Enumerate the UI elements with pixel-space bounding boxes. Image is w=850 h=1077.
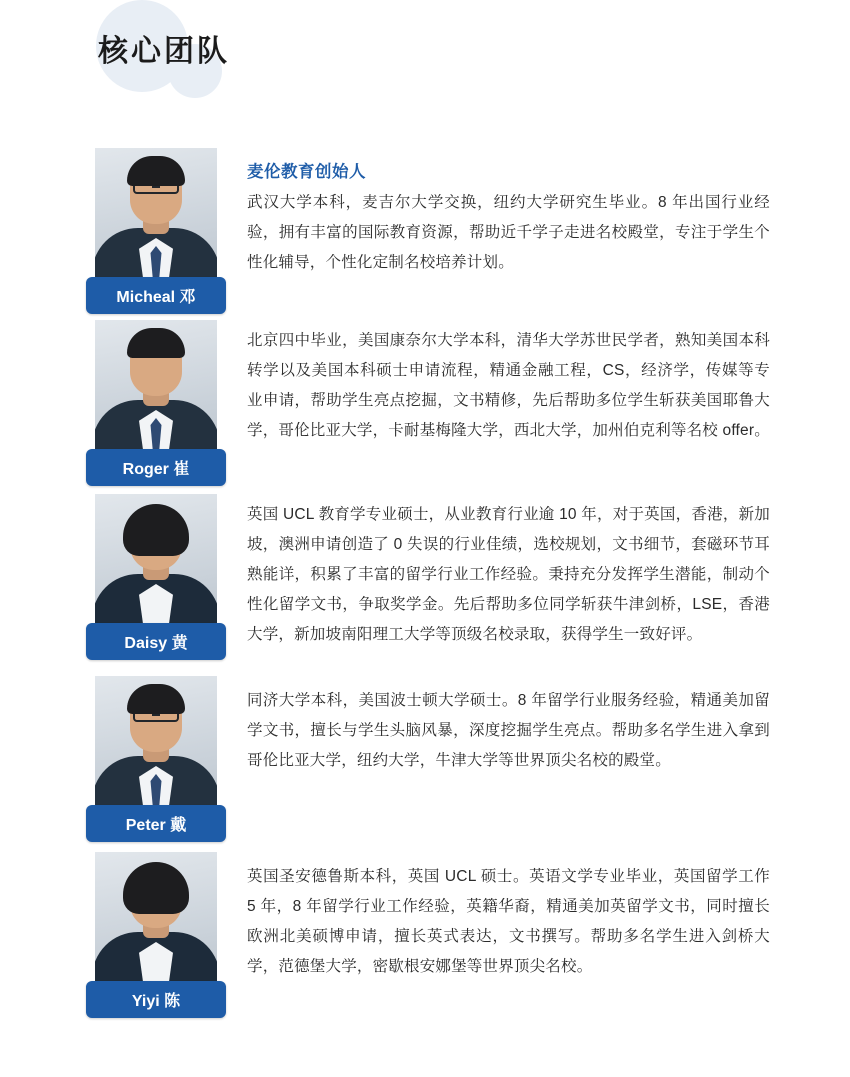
member-photo-wrap <box>95 494 217 652</box>
member-portrait-photo <box>95 852 217 1002</box>
team-member-card <box>0 852 850 1010</box>
member-portrait-photo <box>95 676 217 826</box>
member-bio-text: 同济大学本科，美国波士顿大学硕士。8 年留学行业服务经验，精通美加留学文书，擅长与学生头脑风暴，深度挖掘学生亮点。帮助多名学生进入拿到哥伦比亚大学，纽约大学，牛津大学等世界顶尖名校的殿堂。 <box>247 692 770 769</box>
member-bio <box>247 676 770 776</box>
member-portrait-photo <box>95 494 217 644</box>
page-title: 核心团队 <box>98 35 230 68</box>
member-bio <box>247 852 770 982</box>
team-member-card <box>0 494 850 650</box>
member-name-badge: Daisy 黄 <box>86 623 226 660</box>
member-photo-wrap <box>95 852 217 1010</box>
member-portrait-photo <box>95 148 217 298</box>
team-member-card <box>0 676 850 834</box>
member-role: 麦伦教育创始人 <box>247 163 366 181</box>
member-bio-text: 英国 UCL 教育学专业硕士，从业教育行业逾 10 年，对于英国，香港，新加坡，澳洲申请创造了 0 失误的行业佳绩，选校规划，文书细节，套磁环节耳熟能详，积累了丰富的留学行业工作经验。秉持充分发挥学生潜能，制动个性化留学文书，争取奖学金。先后帮助多位同学斩获牛津剑桥，LSE，香港大学，新加坡南阳理工大学等顶级名校录取，获得学生一致好评。 <box>247 506 770 643</box>
member-bio <box>247 494 770 650</box>
member-bio-text: 英国圣安德鲁斯本科，英国 UCL 硕士。英语文学专业毕业，英国留学工作 5 年，8 年留学行业工作经验，英籍华裔，精通美加英留学文书，同时擅长欧洲北美硕博申请，擅长英式表达，文书撰写。帮助多名学生进入剑桥大学，范德堡大学，密歇根安娜堡等世界顶尖名校。 <box>247 868 770 975</box>
member-name-badge: Roger 崔 <box>86 449 226 486</box>
member-name-badge: Micheal 邓 <box>86 277 226 314</box>
member-photo-wrap <box>95 676 217 834</box>
member-portrait-photo <box>95 320 217 470</box>
team-member-card <box>0 320 850 478</box>
team-member-list <box>0 118 850 1010</box>
member-bio <box>247 148 770 278</box>
member-photo-wrap <box>95 320 217 478</box>
member-name-badge: Yiyi 陈 <box>86 981 226 1018</box>
member-bio <box>247 320 770 446</box>
member-bio-text: 武汉大学本科，麦吉尔大学交换，纽约大学研究生毕业。8 年出国行业经验，拥有丰富的国际教育资源，帮助近千学子走进名校殿堂，专注于学生个性化辅导，个性化定制名校培养计划。 <box>247 194 770 271</box>
section-header <box>0 0 850 118</box>
member-name-badge: Peter 戴 <box>86 805 226 842</box>
member-photo-wrap <box>95 148 217 306</box>
member-bio-text: 北京四中毕业，美国康奈尔大学本科，清华大学苏世民学者，熟知美国本科转学以及美国本科硕士申请流程，精通金融工程，CS，经济学，传媒等专业申请，帮助学生亮点挖掘，文书精修，先后帮助多位学生斩获美国耶鲁大学，哥伦比亚大学，卡耐基梅隆大学，西北大学，加州伯克利等名校 offer。 <box>247 332 770 439</box>
team-member-card <box>0 148 850 306</box>
